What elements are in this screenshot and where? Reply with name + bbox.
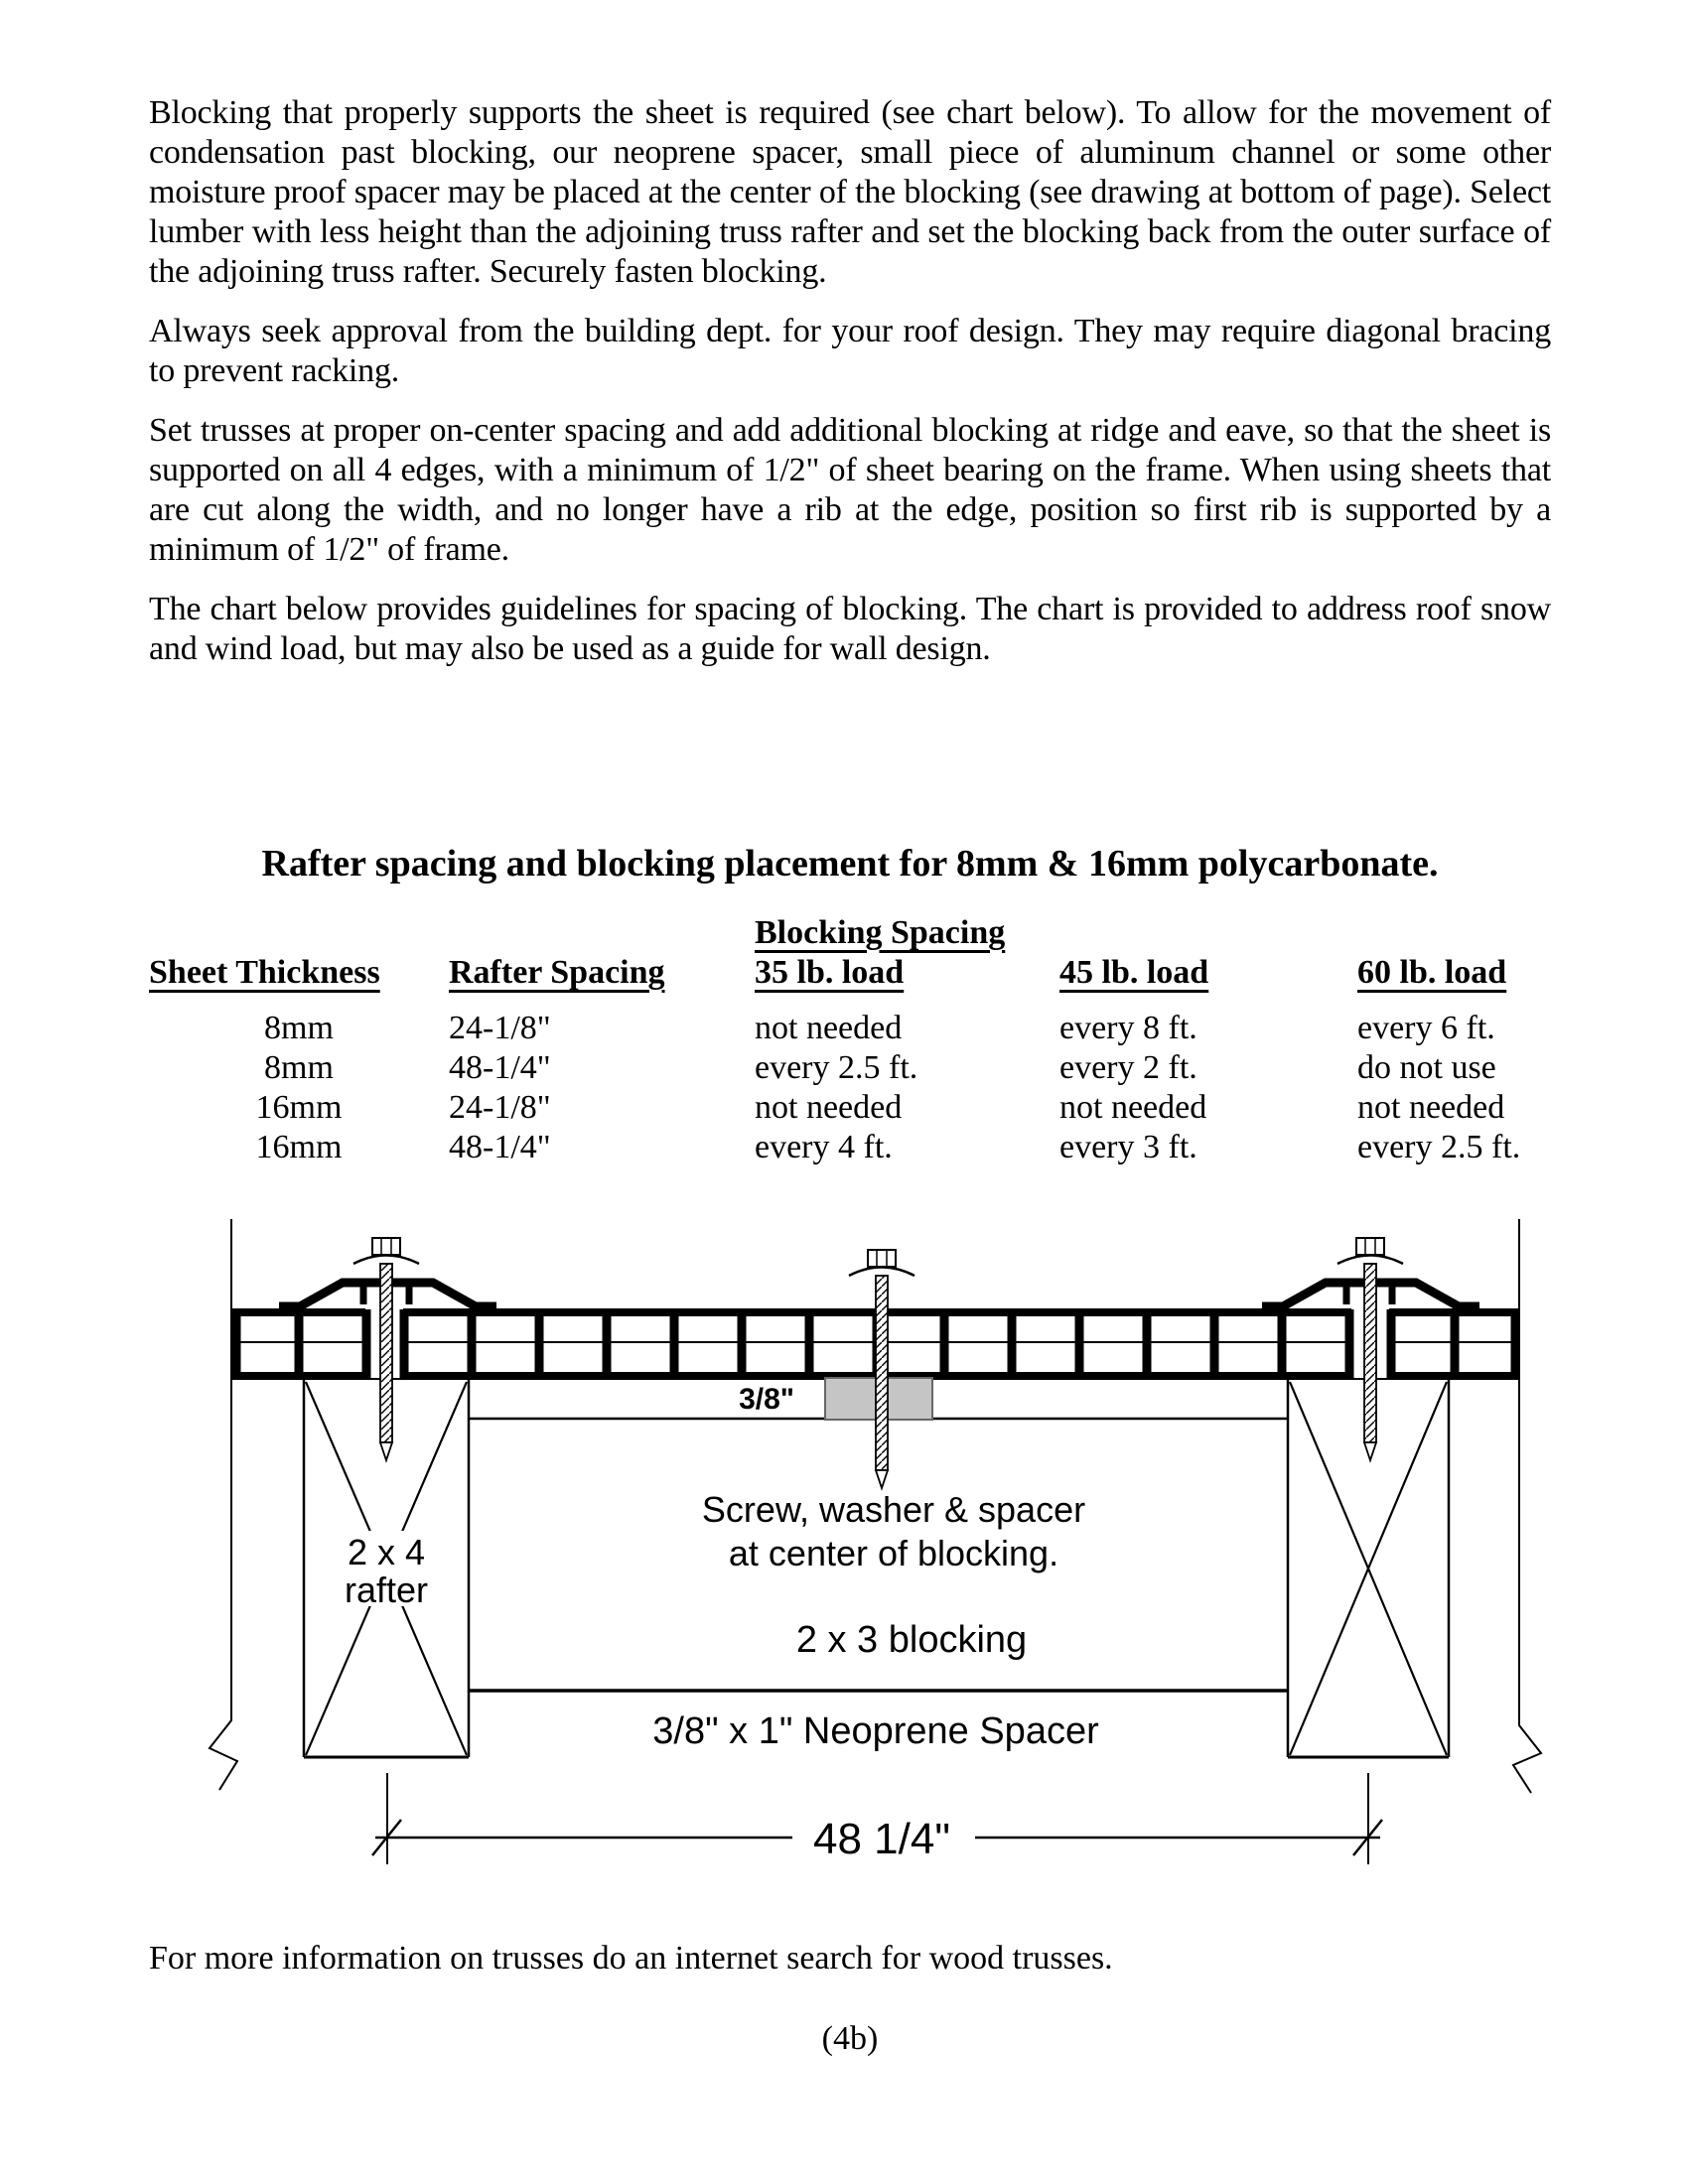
paragraph-trusses: Set trusses at proper on-center spacing and add additional blocking at ridge and eave, so that the sheet is supported on all 4 edges, with a minimum of 1/2" of sheet bearing on the frame. When using sheets that are cut along the width, and no longer have a rib at the edge, position so first rib is supported by a minimum of 1/2" of frame. (149, 412, 1551, 568)
table-row: 8mm 24-1/8" not needed every 8 ft. every 6 ft. (264, 1010, 1495, 1046)
gap-dimension-label: 3/8" (739, 1383, 794, 1416)
col-header-sheet-thickness: Sheet Thickness (149, 954, 380, 991)
neoprene-label: 3/8" x 1" Neoprene Spacer (652, 1710, 1099, 1752)
footer-note: For more information on trusses do an internet search for wood trusses. (149, 1940, 1113, 1977)
table-row: 16mm 48-1/4" every 4 ft. every 3 ft. every 2.5 ft. (255, 1129, 1521, 1165)
right-edge-break-line (1513, 1219, 1541, 1793)
screw-note-line1: Screw, washer & spacer (701, 1489, 1086, 1530)
screw-note-line2: at center of blocking. (728, 1533, 1059, 1573)
page-number: (4b) (821, 2020, 879, 2057)
table-group-header: Blocking Spacing (755, 914, 1006, 951)
col-header-60lb: 60 lb. load (1357, 954, 1507, 991)
paragraph-blocking: Blocking that properly supports the sheet is required (see chart below). To allow for the movement of condensation past blocking, our neoprene spacer, small piece of aluminum channel or some other moisture proof spacer may be placed at the center of the blocking (see drawing at bottom of page). Select lumber with less height than the adjoining truss rafter and set the blocking back from the outer surface of the adjoining truss rafter. Securely fasten blocking. (149, 94, 1551, 290)
col-header-35lb: 35 lb. load (755, 954, 905, 991)
center-screw-icon (849, 1250, 914, 1488)
col-header-45lb: 45 lb. load (1059, 954, 1209, 991)
blocking-label: 2 x 3 blocking (795, 1619, 1028, 1661)
table-row: 8mm 48-1/4" every 2.5 ft. every 2 ft. do not use (264, 1049, 1496, 1086)
table-row: 16mm 24-1/8" not needed not needed not needed (255, 1089, 1505, 1126)
paragraph-approval: Always seek approval from the building dept. for your roof design. They may require diagonal bracing to prevent racking. (149, 313, 1551, 389)
rafter-label-line2: rafter (344, 1570, 429, 1610)
rafter-label-line1: 2 x 4 (347, 1532, 426, 1572)
span-dimension-label: 48 1/4" (813, 1815, 950, 1863)
col-header-rafter-spacing: Rafter Spacing (449, 954, 665, 991)
paragraph-chart-intro: The chart below provides guidelines for spacing of blocking. The chart is provided to address roof snow and wind load, but may also be used as a guide for wall design. (149, 591, 1551, 667)
left-edge-break-line (210, 1219, 237, 1790)
section-heading: Rafter spacing and blocking placement for 8mm & 16mm polycarbonate. (261, 843, 1439, 885)
